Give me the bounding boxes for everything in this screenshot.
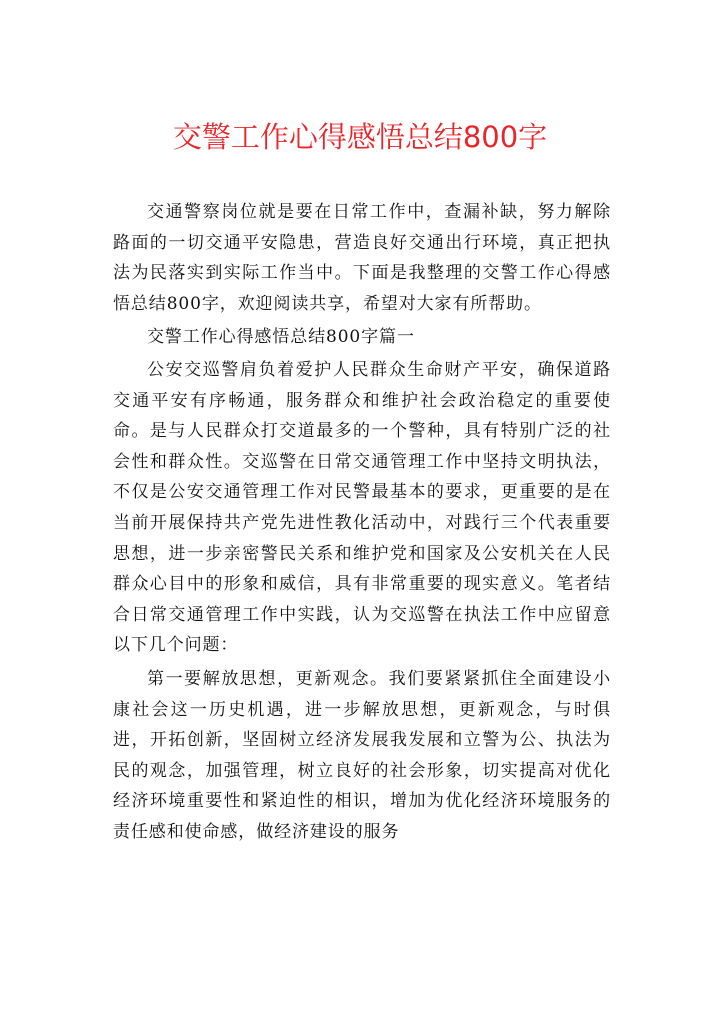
body-paragraph-2: 第一要解放思想，更新观念。我们要紧紧抓住全面建设小康社会这一历史机遇，进一步解放思想，更新观念，与时俱进，开拓创新，坚固树立经济发展我发展和立警为公、执法为民的观念，加强管理，树立良好的社会形象，切实提高对优化经济环境重要性和紧迫性的相识，增加为优化经济环境服务的责任感和使命感，做经济建设的服务 bbox=[113, 668, 611, 842]
document-title: 交警工作心得感悟总结800字 bbox=[172, 120, 548, 155]
intro-paragraph: 交通警察岗位就是要在日常工作中，查漏补缺，努力解除路面的一切交通平安隐患，营造良好交通出行环境，真正把执法为民落实到实际工作当中。下面是我整理的交警工作心得感悟总结800字，欢迎阅读共享，希望对大家有所帮助。 bbox=[113, 202, 611, 314]
body-paragraph-1: 公安交巡警肩负着爱护人民群众生命财产平安，确保道路交通平安有序畅通，服务群众和维护社会政治稳定的重要使命。是与人民群众打交道最多的一个警种，具有特别广泛的社会性和群众性。交巡警在日常交通管理工作中坚持文明执法，不仅是公安交通管理工作对民警最基本的要求，更重要的是在当前开展保持共产党先进性教化活动中，对践行三个代表重要思想，进一步亲密警民关系和维护党和国家及公安机关在人民群众心目中的形象和威信，具有非常重要的现实意义。笔者结合日常交通管理工作中实践，认为交巡警在执法工作中应留意以下几个问题： bbox=[113, 359, 611, 656]
document-body bbox=[113, 197, 611, 849]
section-heading: 交警工作心得感悟总结800字篇一 bbox=[147, 327, 415, 348]
